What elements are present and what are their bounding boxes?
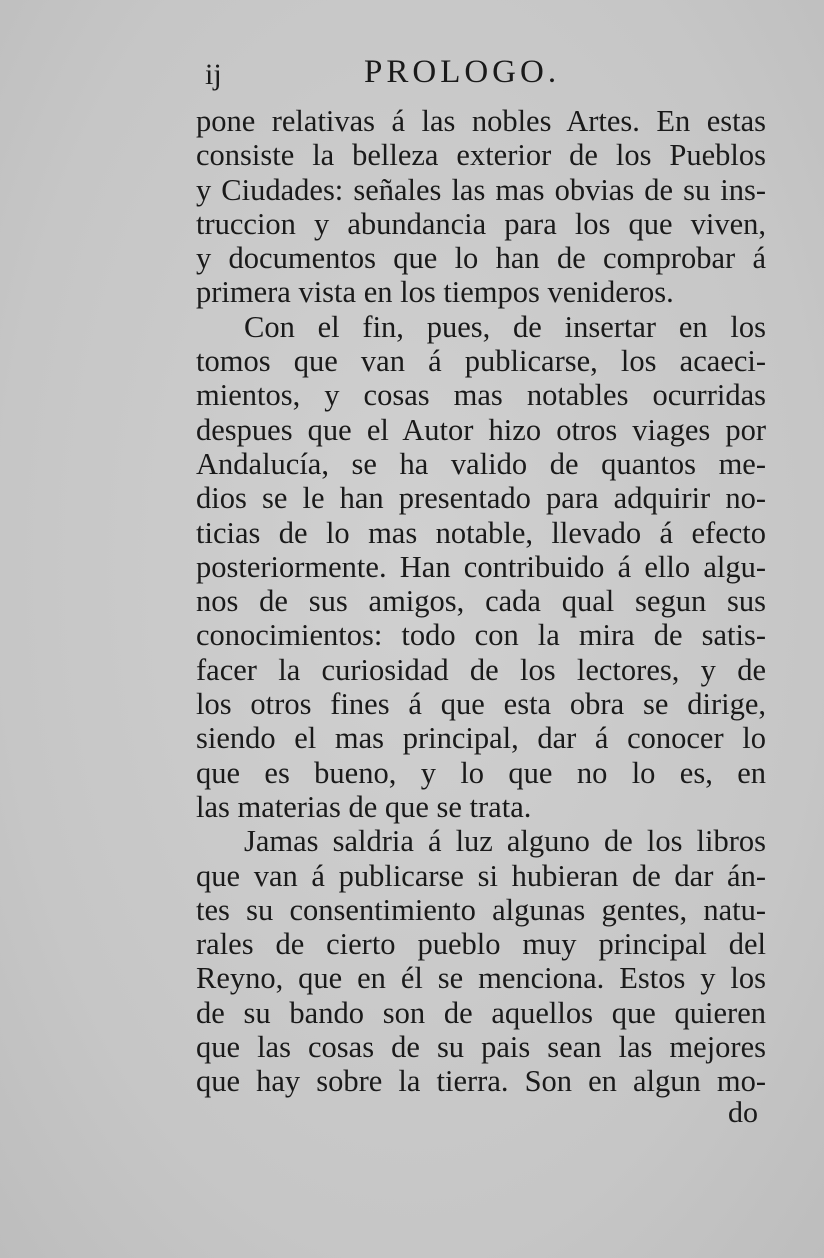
- text-line: conocimientos: todo con la mira de satis-: [196, 618, 766, 653]
- text-line: tes su consentimiento algunas gentes, natu-: [196, 892, 766, 927]
- page-number: ij: [205, 58, 222, 91]
- text-line: que es bueno, y lo que no lo es, en: [196, 755, 766, 790]
- text-line: pone relativas á las nobles Artes. En estas: [196, 104, 766, 138]
- text-line: despues que el Autor hizo otros viages por: [196, 412, 766, 447]
- text-line: facer la curiosidad de los lectores, y de: [196, 652, 766, 687]
- text-line: de su bando son de aquellos que quieren: [196, 995, 766, 1030]
- text-line: mientos, y cosas mas notables ocurridas: [196, 378, 766, 413]
- text-line: tomos que van á publicarse, los acaeci-: [196, 344, 766, 379]
- body-text: [196, 104, 766, 1099]
- text-line: consiste la belleza exterior de los Pueblos: [196, 138, 766, 173]
- text-line: dios se le han presentado para adquirir no-: [196, 481, 766, 516]
- text-line: Reyno, que en él se menciona. Estos y los: [196, 961, 766, 996]
- text-line: Andalucía, se ha valido de quantos me-: [196, 446, 766, 481]
- text-line: que las cosas de su pais sean las mejores: [196, 1030, 766, 1065]
- text-line: nos de sus amigos, cada qual segun sus: [196, 584, 766, 619]
- running-title: PROLOGO.: [364, 54, 561, 90]
- text-line: posteriormente. Han contribuido á ello algu-: [196, 549, 766, 584]
- catchword: do: [728, 1096, 758, 1129]
- text-line: y documentos que lo han de comprobar á: [196, 241, 766, 276]
- text-line: Con el fin, pues, de insertar en los: [244, 309, 766, 344]
- text-line: primera vista en los tiempos venideros.: [196, 275, 674, 310]
- text-line: ticias de lo mas notable, llevado á efecto: [196, 515, 766, 550]
- text-line: los otros fines á que esta obra se dirige,: [196, 687, 766, 722]
- text-line: truccion y abundancia para los que viven,: [196, 206, 766, 241]
- text-line: Jamas saldria á luz alguno de los libros: [244, 824, 766, 859]
- text-line: rales de cierto pueblo muy principal del: [196, 927, 766, 962]
- text-line: las materias de que se trata.: [196, 789, 532, 824]
- text-line: siendo el mas principal, dar á conocer lo: [196, 721, 766, 756]
- text-line: que van á publicarse si hubieran de dar án-: [196, 858, 766, 893]
- text-line: que hay sobre la tierra. Son en algun mo-: [196, 1064, 766, 1099]
- text-line: y Ciudades: señales las mas obvias de su ins-: [196, 172, 766, 207]
